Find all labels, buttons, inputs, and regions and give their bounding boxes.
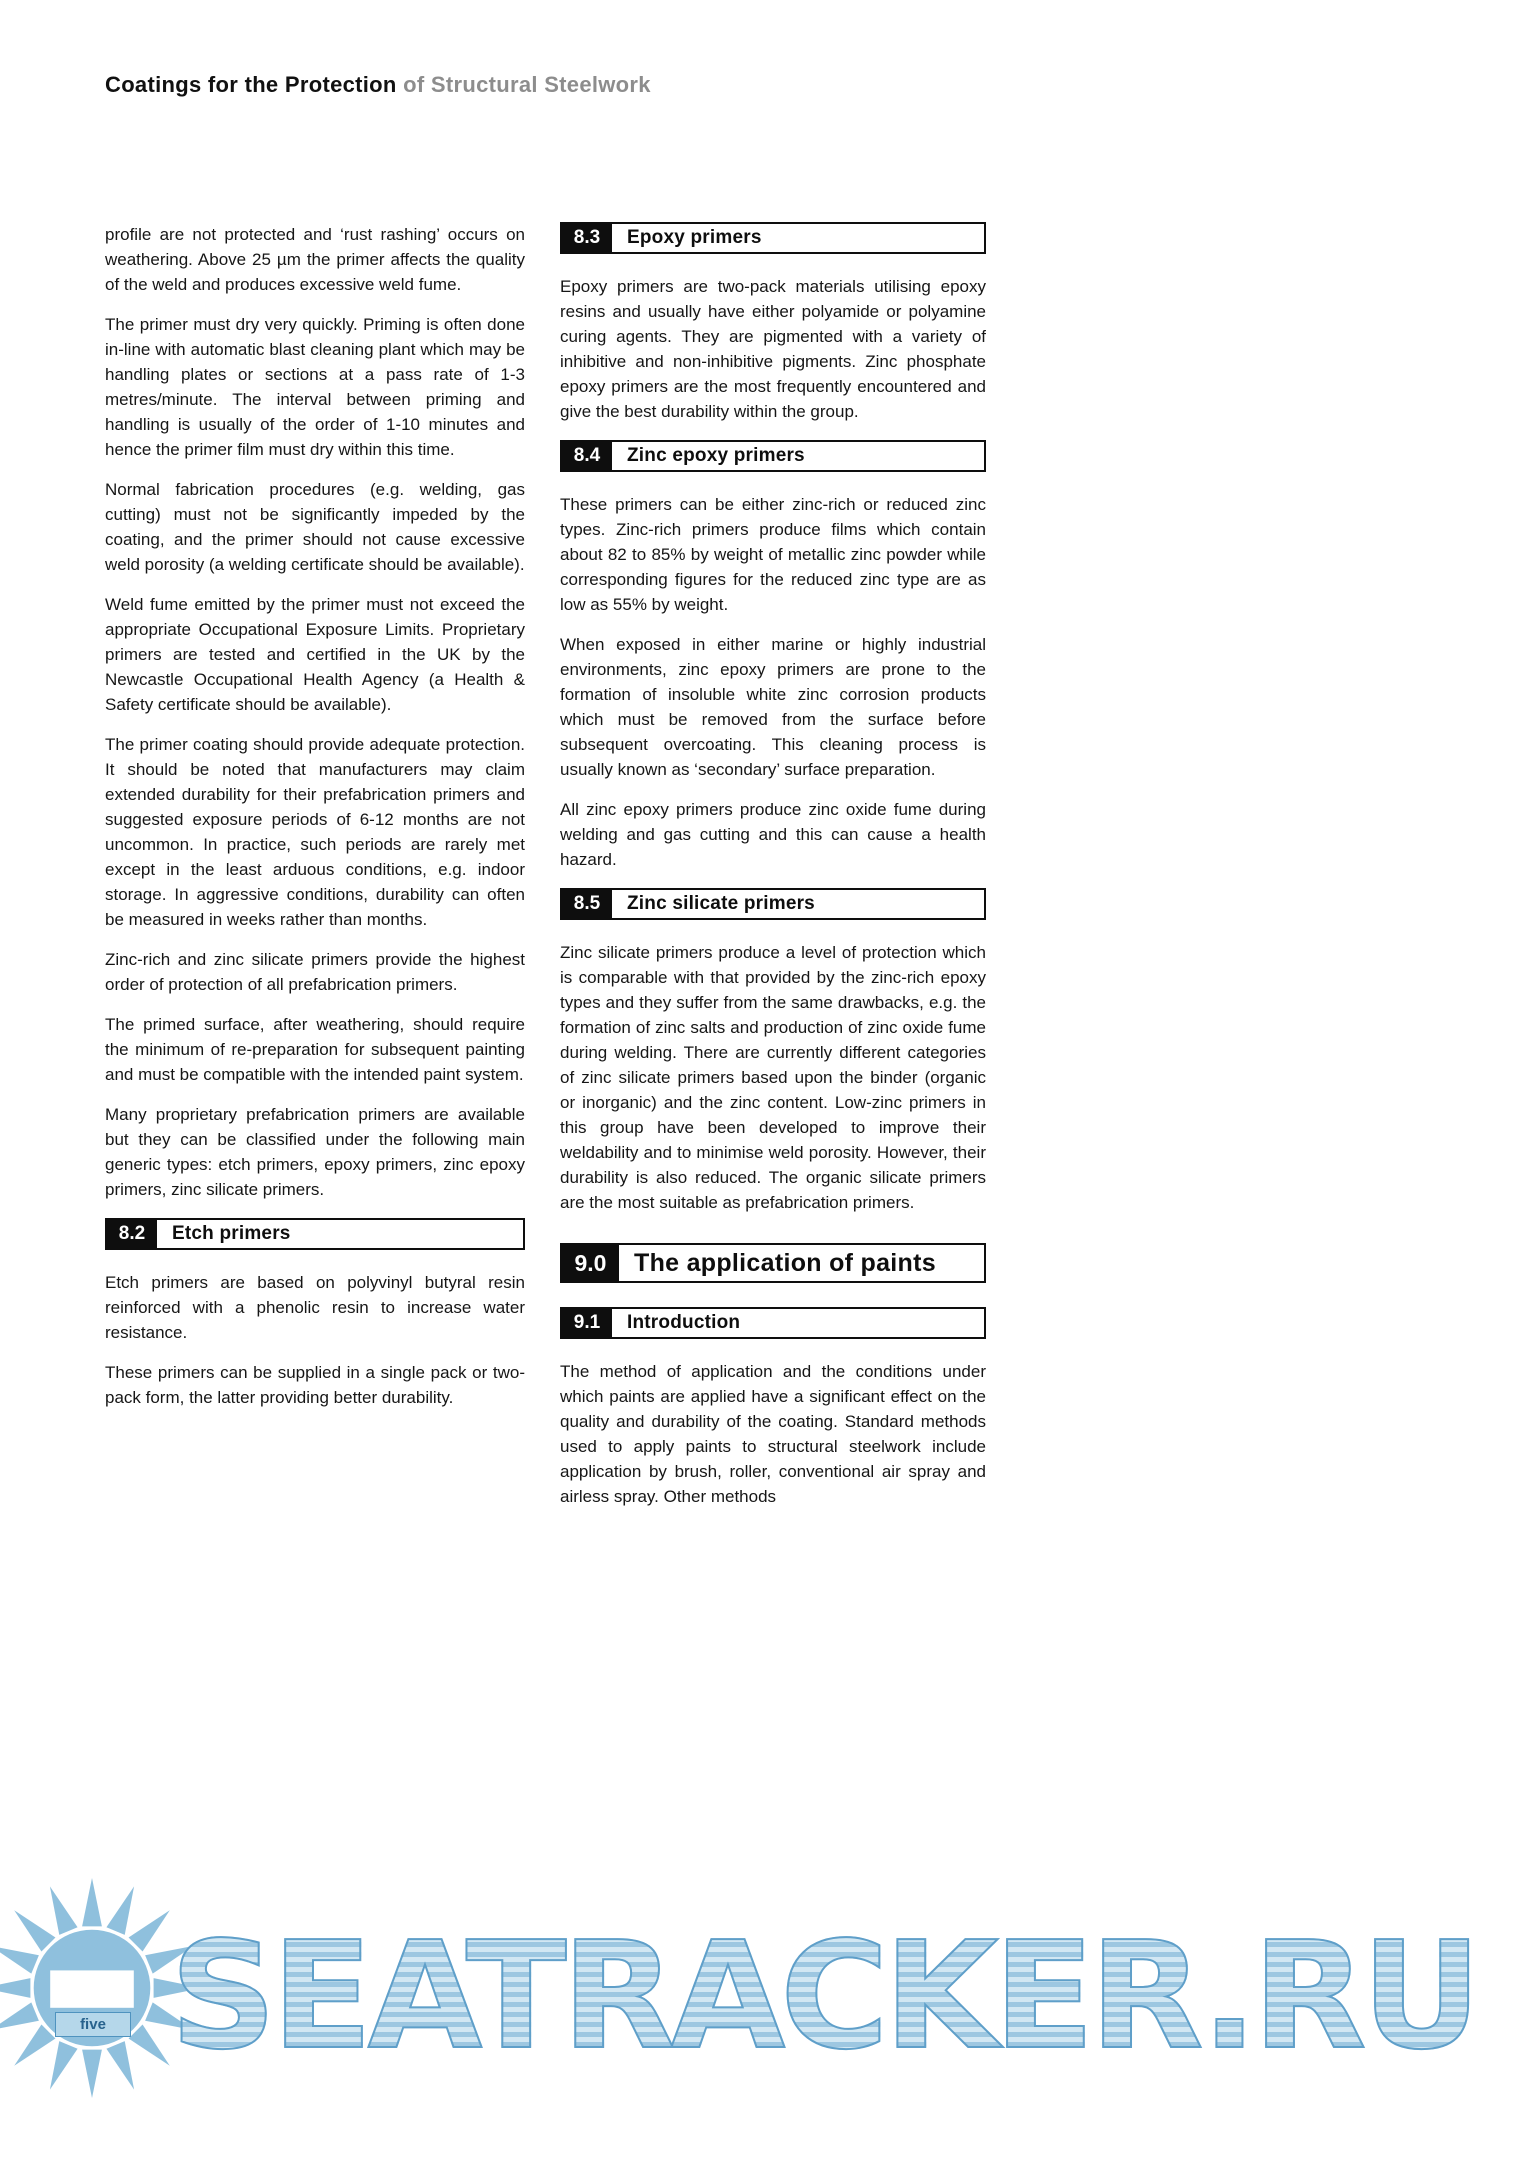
section-title: Epoxy primers — [627, 227, 762, 248]
body-paragraph: Normal fabrication procedures (e.g. welding, gas cutting) must not be significantly impeded by the coating, and the primer should not cause excessive weld porosity (a welding certificate should be available). — [105, 480, 525, 574]
section-number: 9.0 — [562, 1245, 619, 1281]
section-header-8-3 — [560, 222, 986, 254]
section-title: The application of paints — [634, 1248, 936, 1277]
body-paragraph: Epoxy primers are two-pack materials utilising epoxy resins and usually have either polyamide or polyamine curing agents. They are pigmented with a variety of inhibitive and non-inhibitive pigments. Zinc phosphate epoxy primers are the most frequently encountered and give the best durability within the group. — [560, 277, 986, 421]
body-paragraph: Weld fume emitted by the primer must not exceed the appropriate Occupational Exposure Limits. Proprietary primers are tested and certified in the UK by the Newcastle Occupational Health Agency (a Health & Safety certificate should be available). — [105, 595, 525, 714]
title-primary: Coatings for the Protection — [105, 72, 397, 97]
section-title: Zinc silicate primers — [627, 893, 815, 914]
watermark-text: SEATRACKER.RU — [170, 1910, 1477, 2082]
section-header-8-2 — [105, 1218, 525, 1250]
left-column — [105, 222, 525, 1425]
body-paragraph: profile are not protected and ‘rust rashing’ occurs on weathering. Above 25 µm the primer affects the quality of the weld and produces excessive weld fume. — [105, 225, 525, 294]
title-secondary: of Structural Steelwork — [403, 72, 651, 97]
body-paragraph: Zinc silicate primers produce a level of protection which is comparable with that provided by the zinc-rich epoxy types and they suffer from the same drawbacks, e.g. the formation of zinc salts and production of zinc oxide fume during welding. There are currently different categories of zinc silicate primers based upon the binder (organic or inorganic) and the zinc content. Low-zinc primers in this group have been developed to improve their weldability and to minimise weld porosity. However, their durability is also reduced. The organic silicate primers are the most suitable as prefabrication primers. — [560, 943, 986, 1212]
body-paragraph: Many proprietary prefabrication primers are available but they can be classified under the following main generic types: etch primers, epoxy primers, zinc epoxy primers, zinc silicate primers. — [105, 1105, 525, 1199]
section-header-8-4 — [560, 440, 986, 472]
document-title — [105, 72, 651, 98]
section-header-9-1 — [560, 1307, 986, 1339]
section-number: 8.3 — [562, 224, 612, 252]
body-paragraph: The primed surface, after weathering, should require the minimum of re-preparation for subsequent painting and must be compatible with the intended paint system. — [105, 1015, 525, 1084]
section-number: 9.1 — [562, 1309, 612, 1337]
right-column — [560, 222, 986, 1524]
body-paragraph: These primers can be supplied in a single pack or two-pack form, the latter providing better durability. — [105, 1363, 525, 1407]
body-paragraph: These primers can be either zinc-rich or reduced zinc types. Zinc-rich primers produce films which contain about 82 to 85% by weight of metallic zinc powder while corresponding figures for the reduced zinc type are as low as 55% by weight. — [560, 495, 986, 614]
section-number: 8.5 — [562, 890, 612, 918]
body-paragraph: All zinc epoxy primers produce zinc oxide fume during welding and gas cutting and this can cause a health hazard. — [560, 800, 986, 869]
page-number-badge: five — [55, 2012, 131, 2037]
body-paragraph: Etch primers are based on polyvinyl butyral resin reinforced with a phenolic resin to increase water resistance. — [105, 1273, 525, 1342]
body-paragraph: Zinc-rich and zinc silicate primers provide the highest order of protection of all prefabrication primers. — [105, 950, 525, 994]
section-number: 8.4 — [562, 442, 612, 470]
section-title: Zinc epoxy primers — [627, 445, 805, 466]
body-paragraph: When exposed in either marine or highly industrial environments, zinc epoxy primers are prone to the formation of insoluble white zinc corrosion products which must be removed from the surface before subsequent overcoating. This cleaning process is usually known as ‘secondary’ surface preparation. — [560, 635, 986, 779]
section-number: 8.2 — [107, 1220, 157, 1248]
body-paragraph: The method of application and the conditions under which paints are applied have a significant effect on the quality and durability of the coating. Standard methods used to apply paints to structural steelwork include application by brush, roller, conventional air spray and airless spray. Other methods — [560, 1362, 986, 1506]
body-paragraph: The primer coating should provide adequate protection. It should be noted that manufacturers may claim extended durability for their prefabrication primers and suggested exposure periods of 6-12 months are not uncommon. In practice, such periods are rarely met except in the least arduous conditions, e.g. indoor storage. In aggressive conditions, durability can often be measured in weeks rather than months. — [105, 735, 525, 929]
section-header-8-5 — [560, 888, 986, 920]
section-title: Etch primers — [172, 1223, 291, 1244]
body-paragraph: The primer must dry very quickly. Priming is often done in-line with automatic blast cleaning plant which may be handling plates or sections at a pass rate of 1-3 metres/minute. The interval between priming and handling is usually of the order of 1-10 minutes and hence the primer film must dry within this time. — [105, 315, 525, 459]
section-title: Introduction — [627, 1312, 741, 1333]
section-header-9-0 — [560, 1243, 986, 1283]
